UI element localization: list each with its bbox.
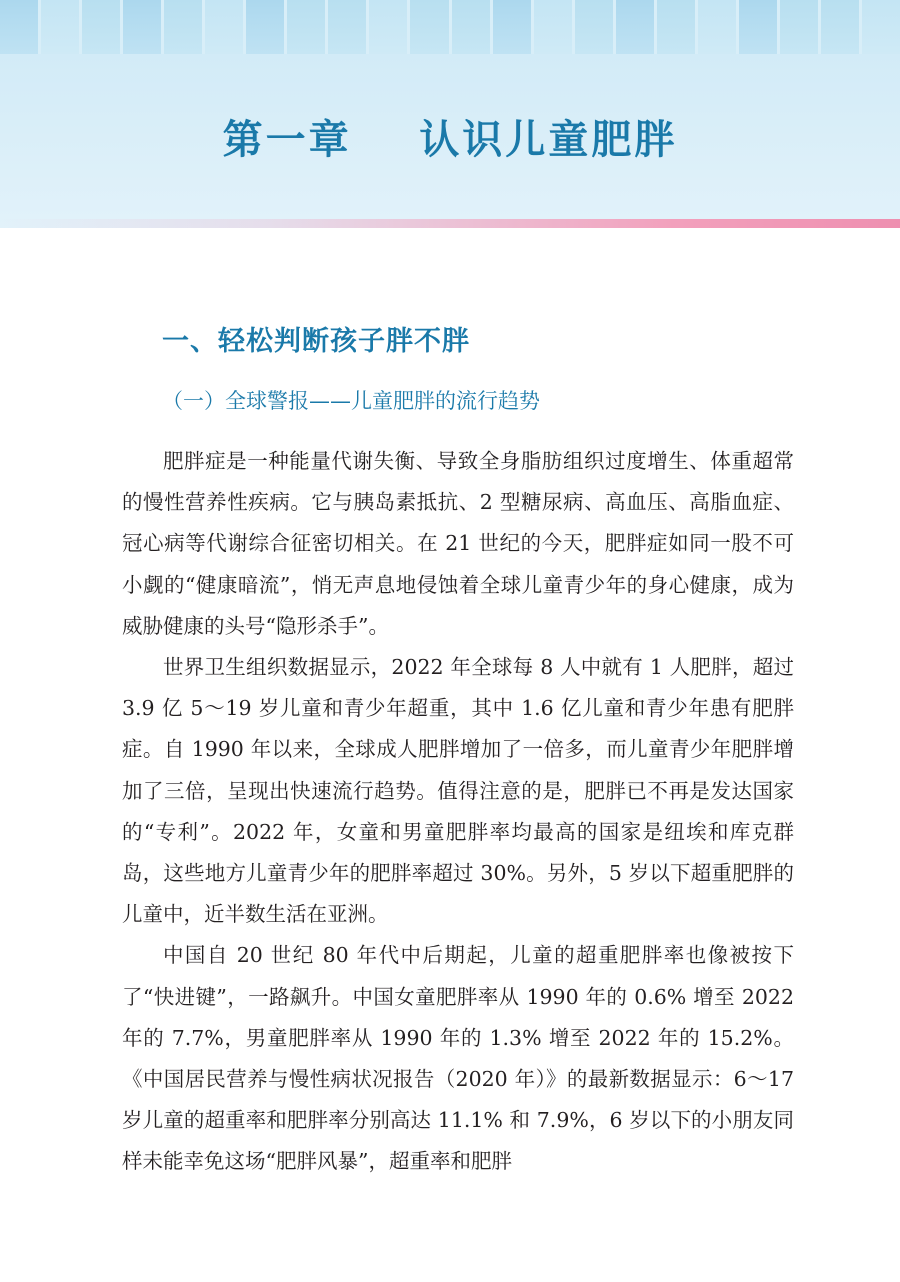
decorative-tile	[452, 0, 490, 54]
decorative-tile	[41, 0, 79, 54]
section-title: 一、轻松判断孩子胖不胖	[162, 326, 470, 357]
chapter-title: 第一章 认识儿童肥胖	[222, 116, 678, 163]
decorative-tile	[82, 0, 120, 54]
decorative-tile	[616, 0, 654, 54]
decorative-tile	[657, 0, 695, 54]
body-text	[122, 441, 794, 1183]
decorative-tile	[739, 0, 777, 54]
decorative-tile	[698, 0, 736, 54]
pink-accent-stripe	[0, 219, 900, 228]
decorative-tile	[328, 0, 366, 54]
decorative-tile	[821, 0, 859, 54]
decorative-tile	[493, 0, 531, 54]
decorative-tile	[862, 0, 900, 54]
decorative-tile	[534, 0, 572, 54]
decorative-tile	[410, 0, 448, 54]
decorative-tile	[0, 0, 38, 54]
paragraph: 世界卫生组织数据显示，2022 年全球每 8 人中就有 1 人肥胖，超过 3.9 亿 5～19 岁儿童和青少年超重，其中 1.6 亿儿童和青少年患有肥胖症。自 1990 年以来，全球成人肥胖增加了一倍多，而儿童青少年肥胖增加了三倍，呈现出快速流行趋势。值得注意的是，肥胖已不再是发达国家的“专利”。2022 年，女童和男童肥胖率均最高的国家是纽埃和库克群岛，这些地方儿童青少年的肥胖率超过 30%。另外，5 岁以下超重肥胖的儿童中，近半数生活在亚洲。	[122, 655, 794, 927]
decorative-tile	[287, 0, 325, 54]
decorative-tile	[369, 0, 407, 54]
decorative-tile	[123, 0, 161, 54]
chapter-header-band	[0, 0, 900, 228]
decorative-tile	[164, 0, 202, 54]
paragraph: 肥胖症是一种能量代谢失衡、导致全身脂肪组织过度增生、体重超常的慢性营养性疾病。它与胰岛素抵抗、2 型糖尿病、高血压、高脂血症、冠心病等代谢综合征密切相关。在 21 世纪的今天，肥胖症如同一股不可小觑的“健康暗流”，悄无声息地侵蚀着全球儿童青少年的身心健康，成为威胁健康的头号“隐形杀手”。	[122, 449, 794, 638]
decorative-tile-row	[0, 0, 900, 54]
decorative-tile	[246, 0, 284, 54]
paragraph: 中国自 20 世纪 80 年代中后期起，儿童的超重肥胖率也像被按下了“快进键”，一路飙升。中国女童肥胖率从 1990 年的 0.6% 增至 2022 年的 7.7%，男童肥胖率从 1990 年的 1.3% 增至 2022 年的 15.2%。《中国居民营养与慢性病状况报告（2020 年）》的最新数据显示：6～17 岁儿童的超重率和肥胖率分别高达 11.1% 和 7.9%，6 岁以下的小朋友同样未能幸免这场“肥胖风暴”，超重率和肥胖	[122, 943, 794, 1174]
subsection-title: （一）全球警报——儿童肥胖的流行趋势	[162, 389, 540, 413]
decorative-tile	[575, 0, 613, 54]
decorative-tile	[780, 0, 818, 54]
decorative-tile	[205, 0, 243, 54]
